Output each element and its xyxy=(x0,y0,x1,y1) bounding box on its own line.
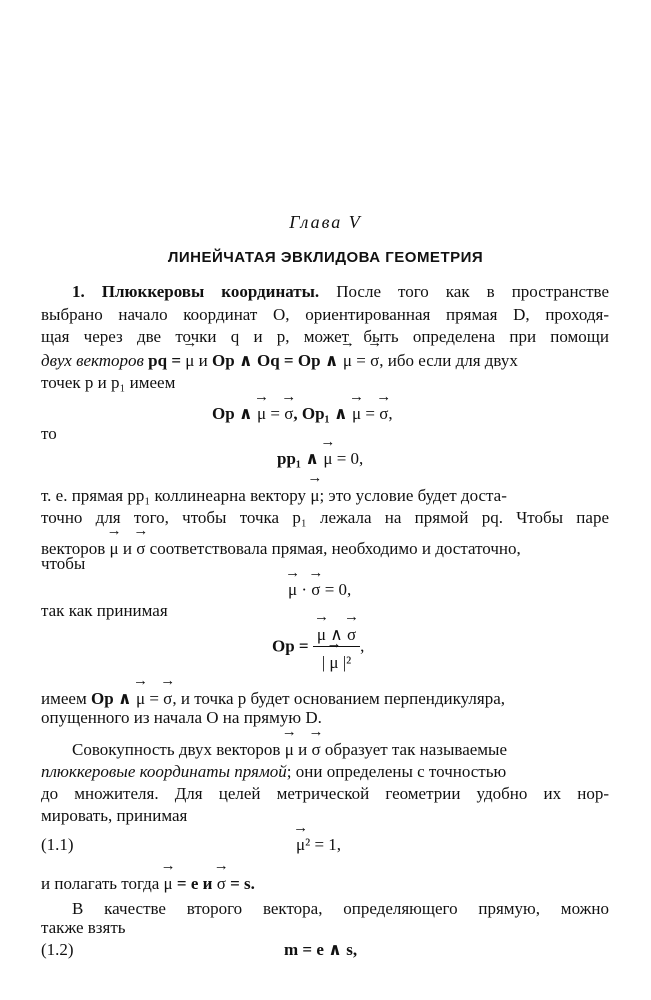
paragraph-5-line-4: мировать, принимая xyxy=(41,806,188,825)
paragraph-4-line-2: опущенного из начала O на прямую D. xyxy=(41,708,322,727)
paragraph-2-line-2: точно для того, чтобы точка p₁ лежала на прямой pq. Чтобы паре xyxy=(41,508,609,527)
paragraph-7-line-2: также взять xyxy=(41,918,126,937)
fraction: → $\frac{\mu \wedge \to \sigma}{\text{| → μ |²}}$ xyxy=(313,618,360,675)
paragraph-2-line-1: т. е. прямая pp₁ коллинеарна вектору → μ; это условие будет доста- xyxy=(41,485,609,507)
chapter-title: ЛИНЕЙЧАТАЯ ЭВКЛИДОВА ГЕОМЕТРИЯ xyxy=(167,249,484,266)
paragraph-5-line-3: до множителя. Для целей метрической геометрии удобно их нор- xyxy=(41,784,609,803)
paragraph-1-line-4: двух векторов pq = → μ и Op ∧ Oq = Op ∧ → μ = → σ, ибо если для двух xyxy=(41,350,609,372)
equation-number-1-1: (1.1) xyxy=(41,835,74,854)
paragraph-5-line-1: Совокупность двух векторов → μ и → σ образует так называемые xyxy=(72,739,609,761)
paragraph-1-line-3: щая через две точки q и p, может быть определена при помощи xyxy=(41,327,609,346)
paragraph-5-line-2: плюккеровые координаты прямой; они определены с точностью xyxy=(41,762,507,781)
equation-1-2: m = e ∧ s, xyxy=(284,940,358,959)
paragraph-4-line-1: имеем Op ∧ → μ = → σ, и точка p будет основанием перпендикуляра, xyxy=(41,688,609,710)
section-heading: 1. Плюккеровы координаты. xyxy=(72,282,320,301)
chapter-heading: Глава V xyxy=(289,212,362,232)
vector-mu: → μ xyxy=(185,350,194,372)
paragraph-2-line-3: векторов → μ и → σ соответствовала прямая, необходимо и достаточно, xyxy=(41,538,609,560)
paragraph-3-line-1: так как принимая xyxy=(41,601,168,620)
vector-mu: → μ xyxy=(343,350,352,372)
paragraph-1-line-5: точек p и p₁ имеем xyxy=(41,373,176,392)
formula-b: pp₁ ∧ → μ = 0, xyxy=(277,449,363,469)
paragraph-2-line-4: чтобы xyxy=(41,554,86,573)
equation-1-1: → μ² = 1, xyxy=(296,835,341,855)
formula-c: → μ · → σ = 0, xyxy=(288,580,351,600)
formula-d: Op = → $\frac{\mu \wedge \to \sigma}{\text{| → μ |²}}$ , xyxy=(272,618,364,675)
paragraph-1-line-2: выбрано начало координат O, ориентированная прямая D, проходя- xyxy=(41,305,609,324)
word-to: то xyxy=(41,424,57,443)
paragraph-7-line-1: В качестве второго вектора, определяющего прямую, можно xyxy=(72,899,609,918)
paragraph-1-line-1: 1. Плюккеровы координаты. После того как в пространстве xyxy=(72,282,609,301)
formula-a: Op ∧ → μ = → σ, Op₁ ∧ → μ = → σ, xyxy=(212,404,393,424)
vector-sigma: → σ xyxy=(370,350,379,372)
equation-number-1-2: (1.2) xyxy=(41,940,74,959)
paragraph-6-line-1: и полагать тогда → μ = e и → σ = s. xyxy=(41,873,609,895)
